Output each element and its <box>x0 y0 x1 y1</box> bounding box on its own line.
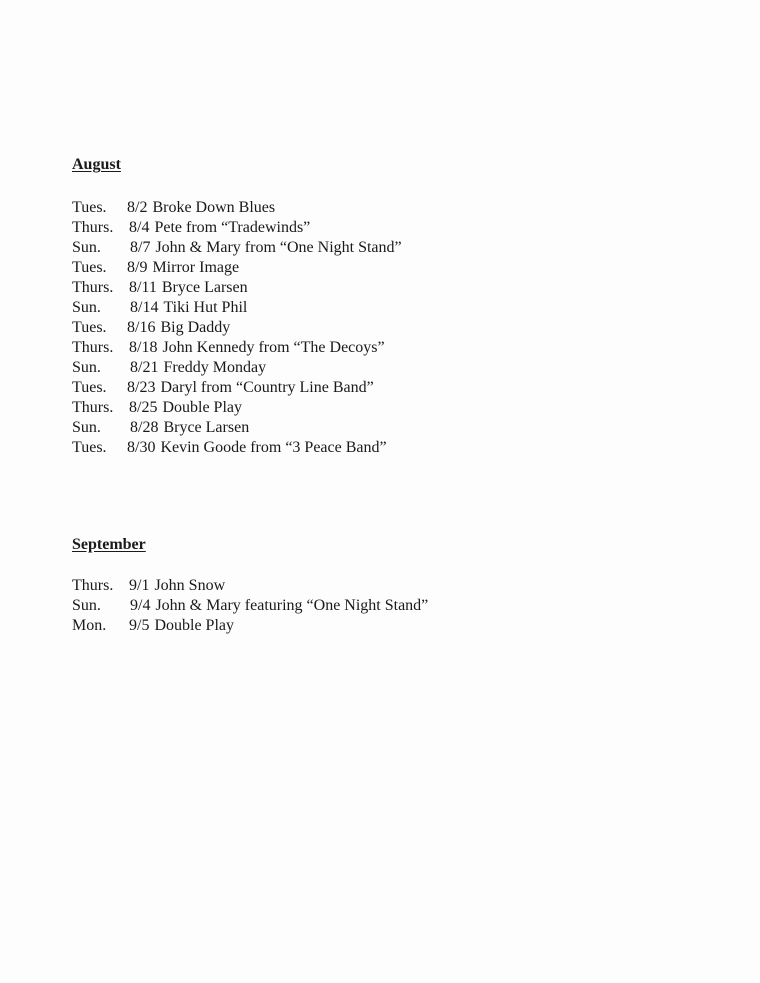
day-label: Tues. <box>72 379 107 396</box>
day-label: Thurs. <box>72 399 114 416</box>
date-label: 8/23 <box>127 379 156 396</box>
day-label: Sun. <box>72 359 101 376</box>
schedule-row <box>72 378 692 398</box>
act-name: Tiki Hut Phil <box>163 299 248 316</box>
august-heading: August <box>72 156 121 173</box>
act-name: John Snow <box>154 577 226 594</box>
date-label: 8/4 <box>129 219 150 236</box>
date-label: 8/9 <box>127 259 148 276</box>
date-label: 8/14 <box>130 299 159 316</box>
schedule-row <box>72 616 692 636</box>
day-label: Sun. <box>72 299 101 316</box>
act-name: Kevin Goode from “3 Peace Band” <box>160 439 387 456</box>
schedule-row <box>72 418 692 438</box>
act-name: Mirror Image <box>152 259 240 276</box>
schedule-row <box>72 278 692 298</box>
day-label: Tues. <box>72 259 107 276</box>
date-label: 8/11 <box>129 279 157 296</box>
schedule-row <box>72 318 692 338</box>
date-label: 9/1 <box>129 577 150 594</box>
date-label: 8/25 <box>129 399 158 416</box>
schedule-row <box>72 218 692 238</box>
act-name: Double Play <box>162 399 242 416</box>
date-label: 9/4 <box>130 597 151 614</box>
date-label: 8/21 <box>130 359 159 376</box>
day-label: Thurs. <box>72 339 114 356</box>
day-label: Tues. <box>72 319 107 336</box>
date-label: 8/2 <box>127 199 148 216</box>
schedule-row <box>72 438 692 458</box>
day-label: Thurs. <box>72 219 114 236</box>
day-label: Sun. <box>72 597 101 614</box>
act-name: Bryce Larsen <box>163 419 250 436</box>
act-name: Double Play <box>154 617 234 634</box>
september-schedule-list <box>72 576 692 636</box>
schedule-row <box>72 358 692 378</box>
act-name: Broke Down Blues <box>152 199 276 216</box>
day-label: Tues. <box>72 199 107 216</box>
september-heading: September <box>72 536 146 553</box>
act-name: John & Mary featuring “One Night Stand” <box>155 597 429 614</box>
schedule-row <box>72 338 692 358</box>
act-name: Big Daddy <box>160 319 231 336</box>
date-label: 8/16 <box>127 319 156 336</box>
september-section <box>72 534 692 636</box>
day-label: Sun. <box>72 239 101 256</box>
day-label: Thurs. <box>72 279 114 296</box>
august-schedule-list <box>72 198 692 458</box>
day-label: Tues. <box>72 439 107 456</box>
date-label: 8/7 <box>130 239 151 256</box>
schedule-row <box>72 258 692 278</box>
date-label: 8/28 <box>130 419 159 436</box>
schedule-row <box>72 198 692 218</box>
act-name: John & Mary from “One Night Stand” <box>155 239 402 256</box>
act-name: Bryce Larsen <box>161 279 248 296</box>
day-label: Thurs. <box>72 577 114 594</box>
act-name: Pete from “Tradewinds” <box>154 219 311 236</box>
day-label: Mon. <box>72 617 107 634</box>
schedule-row <box>72 238 692 258</box>
act-name: Freddy Monday <box>163 359 267 376</box>
schedule-row <box>72 398 692 418</box>
schedule-row <box>72 298 692 318</box>
act-name: John Kennedy from “The Decoys” <box>162 339 385 356</box>
schedule-row <box>72 576 692 596</box>
schedule-row <box>72 596 692 616</box>
date-label: 8/18 <box>129 339 158 356</box>
august-section <box>72 154 692 458</box>
day-label: Sun. <box>72 419 101 436</box>
date-label: 8/30 <box>127 439 156 456</box>
date-label: 9/5 <box>129 617 150 634</box>
act-name: Daryl from “Country Line Band” <box>160 379 374 396</box>
